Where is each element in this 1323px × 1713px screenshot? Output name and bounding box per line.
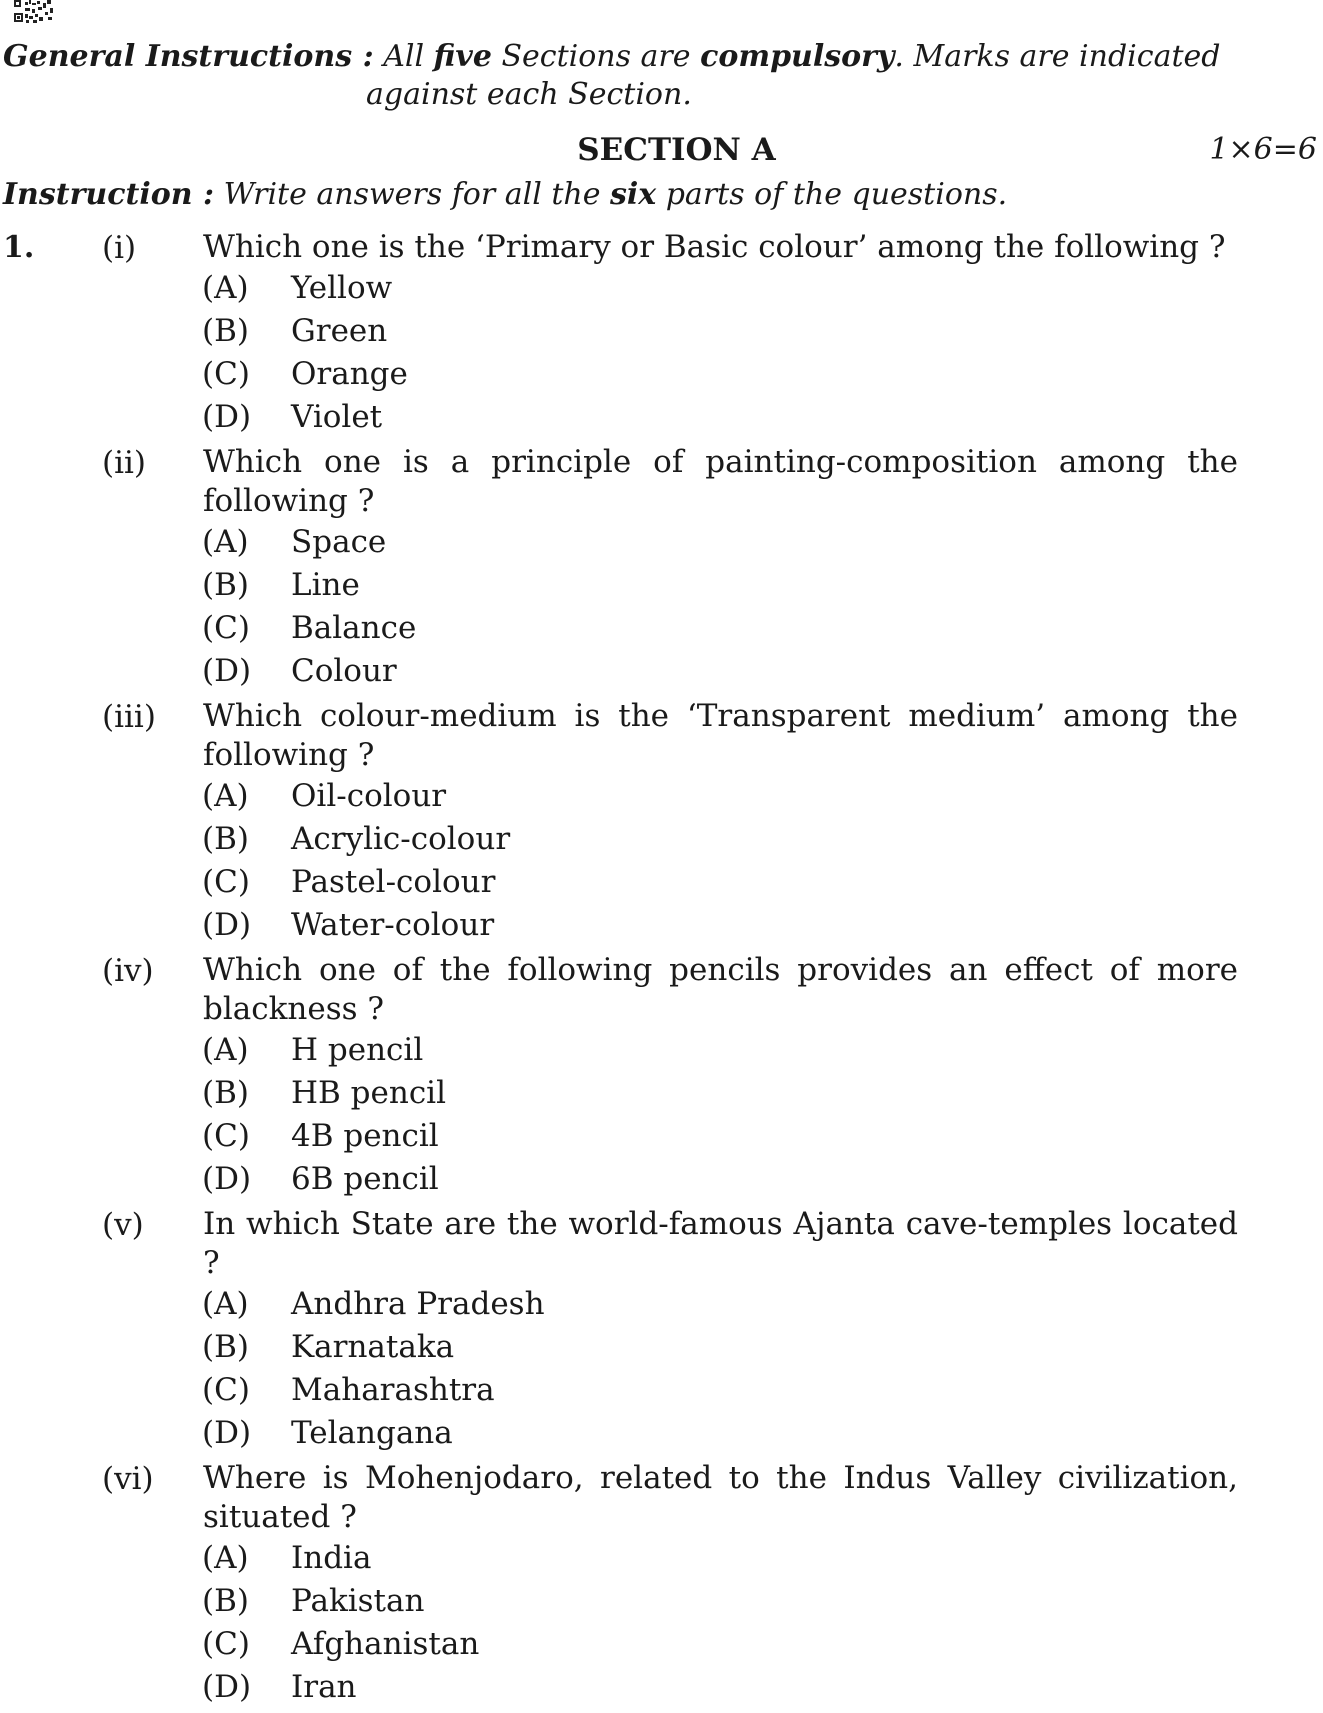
option-text: Andhra Pradesh xyxy=(291,1286,545,1322)
option-text: Yellow xyxy=(291,270,393,306)
option-label: (B) xyxy=(202,1075,249,1111)
general-instructions-emphasis: five xyxy=(433,39,492,74)
option-item xyxy=(202,564,1323,607)
option-label: (D) xyxy=(202,907,252,943)
general-instructions-emphasis: compulsory xyxy=(700,39,895,74)
option-item xyxy=(202,1158,1323,1201)
option-label: (C) xyxy=(202,1372,250,1408)
option-list xyxy=(202,775,1323,947)
option-item xyxy=(202,1072,1323,1115)
option-item xyxy=(202,396,1323,439)
option-item xyxy=(202,310,1323,353)
instruction-emphasis: six xyxy=(610,177,657,212)
option-label: (C) xyxy=(202,1118,250,1154)
option-item xyxy=(202,521,1323,564)
general-instructions-label: General Instructions : xyxy=(3,39,374,74)
option-text: 6B pencil xyxy=(291,1161,439,1197)
general-instructions xyxy=(3,38,1253,114)
option-text: Balance xyxy=(291,610,417,646)
question-part xyxy=(0,1459,1323,1709)
option-item xyxy=(202,1115,1323,1158)
general-instructions-text: All xyxy=(373,39,434,74)
option-label: (D) xyxy=(202,1669,252,1705)
option-text: Iran xyxy=(291,1669,357,1705)
question-part xyxy=(0,697,1323,947)
option-label: (A) xyxy=(202,1032,249,1068)
option-label: (A) xyxy=(202,524,249,560)
option-text: Colour xyxy=(291,653,397,689)
option-text: Line xyxy=(291,567,360,603)
option-label: (A) xyxy=(202,270,249,306)
option-list xyxy=(202,1029,1323,1201)
part-label: (iv) xyxy=(102,953,154,989)
section-marks: 1×6=6 xyxy=(1209,132,1317,167)
option-item xyxy=(202,353,1323,396)
option-text: Afghanistan xyxy=(291,1626,480,1662)
part-label: (iii) xyxy=(102,699,156,735)
option-label: (A) xyxy=(202,1540,249,1576)
option-text: Water-colour xyxy=(291,907,495,943)
question-part xyxy=(0,951,1323,1201)
option-text: Maharashtra xyxy=(291,1372,495,1408)
option-item xyxy=(202,1029,1323,1072)
option-text: H pencil xyxy=(291,1032,424,1068)
option-text: Acrylic-colour xyxy=(291,821,511,857)
option-item xyxy=(202,1623,1323,1666)
option-list xyxy=(202,521,1323,693)
option-label: (B) xyxy=(202,313,249,349)
option-item xyxy=(202,775,1323,818)
option-label: (C) xyxy=(202,610,250,646)
question-stem: Which one is the ‘Primary or Basic colour’ among the following ? xyxy=(203,229,1226,265)
option-list xyxy=(202,267,1323,439)
option-item xyxy=(202,1580,1323,1623)
option-item xyxy=(202,1369,1323,1412)
option-item xyxy=(202,1537,1323,1580)
part-label: (v) xyxy=(102,1207,144,1243)
section-title: SECTION A xyxy=(577,132,776,168)
option-label: (B) xyxy=(202,1329,249,1365)
option-text: Karnataka xyxy=(291,1329,455,1365)
option-label: (D) xyxy=(202,399,252,435)
option-label: (B) xyxy=(202,567,249,603)
option-text: Pastel-colour xyxy=(291,864,496,900)
option-text: Telangana xyxy=(291,1415,453,1451)
question-part xyxy=(0,228,1323,439)
question-stem: Which one of the following pencils provides an effect of more blackness ? xyxy=(203,952,1238,1027)
question-part xyxy=(0,443,1323,693)
general-instructions-text: Sections are xyxy=(491,39,701,74)
option-label: (B) xyxy=(202,1583,249,1619)
part-label: (ii) xyxy=(102,445,147,481)
question-number: 1. xyxy=(3,230,35,265)
part-label: (vi) xyxy=(102,1461,154,1497)
section-instruction xyxy=(3,175,1007,215)
option-text: Green xyxy=(291,313,388,349)
option-label: (C) xyxy=(202,864,250,900)
option-item xyxy=(202,267,1323,310)
general-instructions-continuation: against each Section. xyxy=(366,77,692,112)
part-label: (i) xyxy=(102,230,137,266)
qr-code-icon xyxy=(4,0,60,24)
option-text: Orange xyxy=(291,356,408,392)
option-label: (B) xyxy=(202,821,249,857)
instruction-label: Instruction : xyxy=(3,177,215,212)
option-label: (C) xyxy=(202,1626,250,1662)
option-item xyxy=(202,1326,1323,1369)
general-instructions-text: . Marks are indicated xyxy=(894,39,1221,74)
option-item xyxy=(202,1666,1323,1709)
option-label: (D) xyxy=(202,1161,252,1197)
option-text: HB pencil xyxy=(291,1075,447,1111)
question-stem: In which State are the world-famous Ajanta cave-temples located ? xyxy=(203,1206,1238,1281)
option-item xyxy=(202,861,1323,904)
option-text: India xyxy=(291,1540,372,1576)
option-list xyxy=(202,1283,1323,1455)
option-item xyxy=(202,904,1323,947)
option-label: (D) xyxy=(202,1415,252,1451)
option-item xyxy=(202,607,1323,650)
option-text: Oil-colour xyxy=(291,778,447,814)
option-label: (A) xyxy=(202,778,249,814)
option-label: (A) xyxy=(202,1286,249,1322)
question-part xyxy=(0,1205,1323,1455)
question-stem: Where is Mohenjodaro, related to the Indus Valley civilization, situated ? xyxy=(203,1460,1238,1535)
option-item xyxy=(202,818,1323,861)
option-text: Violet xyxy=(291,399,383,435)
question-stem: Which colour-medium is the ‘Transparent medium’ among the following ? xyxy=(203,698,1238,773)
option-text: Pakistan xyxy=(291,1583,425,1619)
option-label: (D) xyxy=(202,653,252,689)
instruction-text: parts of the questions. xyxy=(656,177,1008,212)
instruction-text: Write answers for all the xyxy=(214,177,611,212)
option-list xyxy=(202,1537,1323,1709)
option-label: (C) xyxy=(202,356,250,392)
option-item xyxy=(202,1283,1323,1326)
question-list xyxy=(0,228,1323,1713)
option-text: 4B pencil xyxy=(291,1118,439,1154)
question-stem: Which one is a principle of painting-composition among the following ? xyxy=(203,444,1238,519)
option-item xyxy=(202,1412,1323,1455)
option-text: Space xyxy=(291,524,387,560)
option-item xyxy=(202,650,1323,693)
